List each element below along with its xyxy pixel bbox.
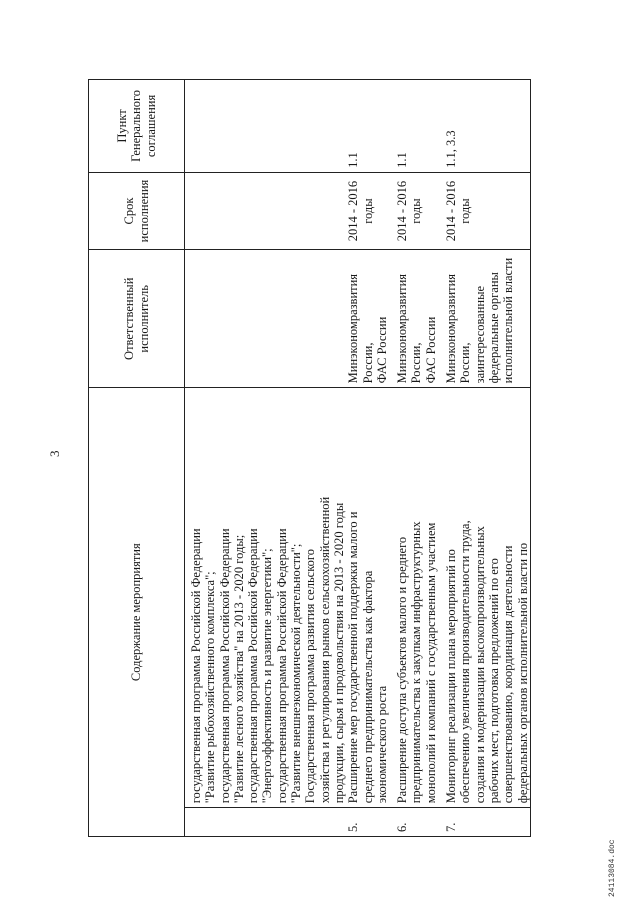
content-line: Расширение доступа субъектов малого и среднего [395,536,410,804]
continuation-content-cell [185,388,347,808]
executor-line: России, [458,342,473,384]
content-line: "Развитие рыбохозяйственного комплекса"; [203,571,218,804]
page-number: 3 [47,450,62,457]
row-number: 6. [395,808,444,837]
executor-line: Минэкономразвития [346,273,361,384]
row-number-cell [185,808,347,837]
deadline-cell [444,172,530,249]
executor-cell [444,250,530,388]
content-line: Мониторинг реализации плана мероприятий по [444,549,459,804]
agreement-point-cell [185,80,347,173]
content-line: государственная программа Российской Федерации [246,528,261,804]
header-executor: Ответственный исполнитель [89,250,185,388]
table-header-row [89,80,185,837]
content-line: предпринимательства к закупкам инфраструктурных [409,521,424,804]
content-line: обеспечению увеличения производительности труда, [458,520,473,804]
deadline-line: годы [409,198,424,224]
deadline-line: 2014 - 2016 [395,180,410,242]
deadline-cell [185,172,347,249]
content-line: среднего предпринимательства как фактора [360,570,375,804]
deadline-cell [346,172,395,249]
content-line: Расширение мер государственной поддержки малого и [346,511,361,804]
content-line: государственная программа Российской Федерации [217,528,232,804]
table-row [444,80,530,837]
content-line: хозяйства и регулирования рынков сельскохозяйственной [317,496,332,804]
row-number: 7. [444,808,530,837]
content-line: продукции, сырья и продовольствия на 2013 - 2020 годы [331,502,346,804]
content-cell [444,388,530,808]
deadline-line: 2014 - 2016 [346,180,361,242]
deadline-line: 2014 - 2016 [444,180,459,242]
executor-line: заинтересованные [472,285,487,384]
document-code: 24113084.doc [608,839,617,897]
agreement-point: 1.1 [395,80,444,173]
header-agreement-point: Пункт Генерального соглашения [89,80,185,173]
deadline-line: годы [458,198,473,224]
executor-line: России, [409,342,424,384]
header-deadline: Срок исполнения [89,172,185,249]
content-line: рабочих мест, подготовка предложений по его [486,558,501,804]
executor-line: Минэкономразвития [444,273,459,384]
content-line: совершенствованию, координация деятельности [501,545,516,804]
executor-line: ФАС России [374,316,389,384]
executor-line: Минэкономразвития [395,273,410,384]
content-line: "Энергоэффективность и развитие энергетики"; [260,548,275,804]
content-line: создания и модернизации высокопроизводительных [472,526,487,804]
table-row-continuation [185,80,347,837]
content-cell [395,388,444,808]
row-number: 5. [346,808,395,837]
deadline-line: годы [360,198,375,224]
executor-line: ФАС России [423,316,438,384]
content-line: государственная программа Российской Федерации [189,528,203,804]
table-row [346,80,395,837]
content-cell [346,388,395,808]
executor-line: федеральные органы [486,272,501,384]
executor-line: России, [360,342,375,384]
executor-line: исполнительной власти [501,257,516,384]
content-line: государственная программа Российской Федерации [274,528,289,804]
content-line: "Развитие внешнеэкономической деятельности"; [289,543,304,804]
content-line: "Развитие лесного хозяйства" на 2013 - 2020 годы; [231,534,246,804]
measures-table [88,79,531,837]
executor-cell [346,250,395,388]
executor-cell [185,250,347,388]
agreement-point: 1.1 [346,80,395,173]
deadline-cell [395,172,444,249]
content-line: федеральных органов исполнительной власти по [515,542,530,804]
content-line: монополий и компаний с государственным участием [423,522,438,804]
executor-cell [395,250,444,388]
content-line: Государственная программа развития сельского [303,549,318,804]
agreement-point: 1.1, 3.3 [444,80,530,173]
content-line: экономического роста [374,685,389,804]
header-content: Содержание мероприятия [89,388,185,837]
table-row [395,80,444,837]
